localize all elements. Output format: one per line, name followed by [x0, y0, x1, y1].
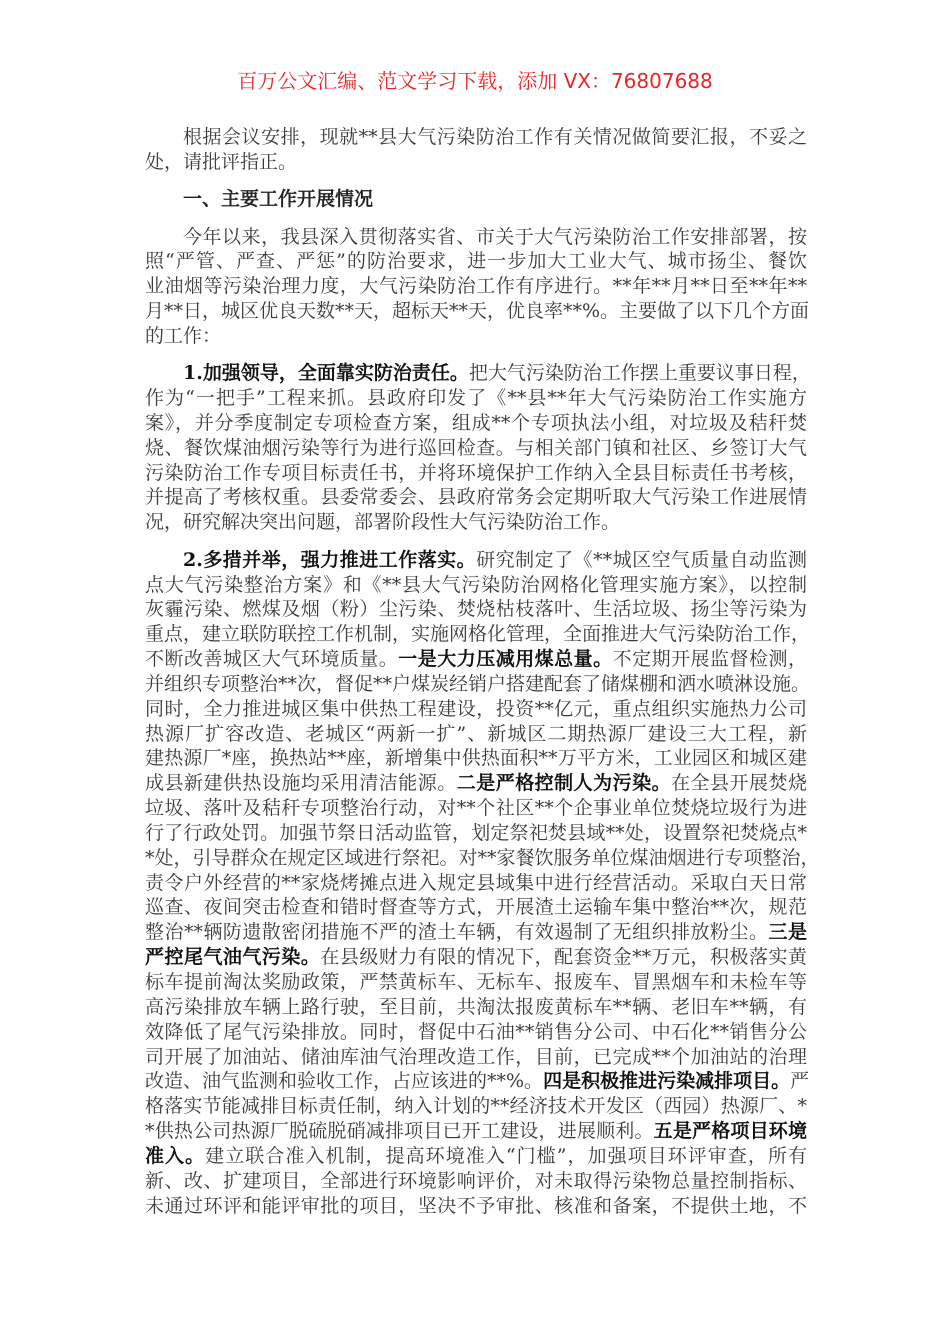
bold-lead-text: 2.多措并举，强力推进工作落实。 [183, 548, 477, 571]
text-line [145, 846, 820, 871]
bold-lead-text: 一是大力压减用煤总量。 [398, 648, 613, 671]
text-segment: 热源厂扩容改造、老城区“两新一扩”、新城区二期热源厂建设三大工程，新 [145, 722, 807, 745]
text-segment: 月**日，城区优良天数**天，超标天**天，优良率**%。主要做了以下几个方面 [145, 300, 810, 323]
text-segment: 并组织专项整治**次，督促**户煤炭经销户搭建配套了储煤棚和洒水喷淋设施。 [145, 672, 811, 695]
text-line [145, 697, 807, 722]
text-segment: 建立联合准入机制，提高环境准入“门槛”，加强项目环评审查，所有 [205, 1144, 807, 1167]
text-line [145, 187, 807, 212]
text-segment: 研究制定了《**城区空气质量自动监测 [476, 548, 807, 571]
text-line [145, 995, 807, 1020]
text-segment: 案》，并分季度制定专项检查方案，组成**个专项执法小组，对垃圾及秸秆焚 [145, 411, 807, 434]
bold-lead-text: 三是 [768, 921, 807, 944]
text-segment: 今年以来，我县深入贯彻落实省、市关于大气污染防治工作安排部署，按 [183, 225, 807, 248]
text-line [145, 249, 807, 274]
text-line [145, 510, 807, 535]
text-line [145, 1020, 807, 1045]
text-segment: 整治**辆防遗散密闭措施不严的渣土车辆，有效遏制了无组织排放粉尘。 [145, 921, 769, 944]
text-line [145, 225, 807, 250]
text-segment: 烧、餐饮煤油烟污染等行为进行巡回检查。与相关部门镇和社区、乡签订大气 [145, 436, 807, 459]
text-line [145, 573, 807, 598]
text-segment: 根据会议安排，现就**县大气污染防治工作有关情况做简要汇报，不妥之 [183, 126, 807, 148]
text-line [145, 299, 810, 324]
text-segment: 在全县开展焚烧 [671, 772, 807, 795]
text-line [145, 1094, 807, 1119]
text-segment: 的工作： [145, 324, 222, 347]
document-body [145, 125, 820, 1231]
text-segment: 格落实节能减排目标责任制，纳入计划的**经济技术开发区（西园）热源厂、* [145, 1095, 807, 1118]
text-segment: 新、改、扩建项目，全部进行环境影响评价，对未取得污染物总量控制指标、 [145, 1169, 807, 1192]
text-line [145, 125, 807, 150]
text-segment: 改造、油气监测和验收工作，占应该进的**%。 [145, 1070, 544, 1093]
text-segment: 巡查、夜间突击检查和错时督查等方式，开展渣土运输车集中整治**次，规范 [145, 896, 807, 919]
text-line [145, 647, 807, 672]
text-segment: 司开展了加油站、储油库油气治理改造工作，目前，已完成**个加油站的治理 [145, 1045, 807, 1068]
text-line [145, 1144, 807, 1169]
text-segment: 一、主要工作开展情况 [183, 188, 374, 211]
text-segment: 并提高了考核权重。县委常委会、县政府常务会定期听取大气污染工作进展情 [145, 486, 807, 509]
text-segment: 灰霾污染、燃煤及烟（粉）尘污染、焚烧枯枝落叶、生活垃圾、扬尘等污染为 [145, 598, 807, 621]
text-segment: 垃圾、落叶及秸秆专项整治行动，对**个社区**个企事业单位焚烧垃圾行为进 [145, 797, 807, 820]
text-segment: 把大气污染防治工作摆上重要议事日程， [468, 362, 811, 385]
text-segment: 成县新建供热设施均采用清洁能源。 [145, 772, 457, 795]
bold-lead-text: 四是积极推进污染减排项目。 [543, 1070, 791, 1093]
text-line [145, 722, 807, 747]
text-segment: 不定期开展监督检测， [612, 648, 807, 671]
watermark-banner: 百万公文汇编、范文学习下载，添加 VX：76807688 [237, 69, 713, 93]
text-segment: 重点，建立联防联控工作机制，实施网格化管理，全面推进大气污染防治工作， [145, 623, 811, 646]
text-line [145, 1045, 807, 1070]
text-segment: 严 [790, 1070, 810, 1093]
text-line [145, 771, 807, 796]
text-segment: 标车提前淘汰奖励政策，严禁黄标车、无标车、报废车、冒黑烟车和未检车等 [145, 971, 807, 993]
text-segment: 未通过环评和能评审批的项目，坚决不予审批、核准和备案，不提供土地，不 [145, 1194, 807, 1217]
text-line [145, 274, 807, 299]
text-segment: 作为“一把手”工程来抓。县政府印发了《**县**年大气污染防治工作实施方 [145, 387, 807, 410]
bold-lead-text: 严控尾气油气污染。 [145, 946, 321, 969]
bold-lead-text: 五是严格项目环境 [653, 1120, 807, 1143]
text-line [145, 485, 807, 510]
text-line [145, 361, 811, 386]
text-line [145, 548, 807, 573]
text-segment: 处，请批评指正。 [145, 150, 298, 173]
text-segment: 行了行政处罚。加强节祭日活动监管，划定祭祀焚县域**处，设置祭祀焚烧点* [145, 821, 807, 844]
text-line [145, 1119, 807, 1144]
text-segment: *供热公司热源厂脱硫脱硝减排项目已开工建设，进展顺利。 [145, 1120, 654, 1143]
bold-lead-text: 二是严格控制人为污染。 [456, 772, 672, 795]
text-line [145, 461, 807, 486]
text-line [145, 871, 807, 896]
bold-lead-text: 1.加强领导，全面靠实防治责任。 [183, 362, 469, 385]
text-line [145, 411, 807, 436]
paragraph [145, 125, 807, 175]
text-line [145, 895, 807, 920]
text-line [145, 672, 811, 697]
text-line [145, 150, 807, 175]
paragraph [145, 225, 810, 349]
text-segment: 建热源厂*座，换热站**座，新增集中供热面积**万平方米，工业园区和城区建 [145, 747, 807, 770]
text-segment: 效降低了尾气污染排放。同时，督促中石油**销售分公司、中石化**销售分公 [145, 1020, 807, 1043]
text-line [145, 597, 807, 622]
text-line [145, 324, 807, 349]
text-segment: 照“严管、严查、严惩”的防治要求，进一步加大工业大气、城市扬尘、餐饮 [145, 250, 807, 273]
text-segment: 污染防治工作专项目标责任书，并将环境保护工作纳入全县目标责任书考核， [145, 461, 807, 484]
text-line [145, 970, 807, 995]
text-line [145, 821, 807, 846]
text-line [145, 945, 807, 970]
text-segment: 况，研究解决突出问题，部署阶段性大气污染防治工作。 [145, 511, 621, 534]
text-segment: 不断改善城区大气环境质量。 [145, 648, 399, 671]
text-segment: *处，引导群众在规定区域进行祭祀。对**家餐饮服务单位煤油烟进行专项整治， [145, 846, 820, 869]
text-line [145, 1169, 807, 1194]
text-line [145, 622, 811, 647]
text-line [145, 1069, 810, 1094]
text-segment: 责令户外经营的**家烧烤摊点进入规定县域集中进行经营活动。采取白天日常 [145, 871, 807, 894]
bold-lead-text: 准入。 [145, 1144, 206, 1167]
section-heading [145, 187, 807, 212]
text-line [145, 436, 807, 461]
paragraph [145, 361, 811, 535]
text-segment: 业油烟等污染治理力度，大气污染防治工作有序进行。**年**月**日至**年** [145, 275, 807, 298]
text-segment: 同时，全力推进城区集中供热工程建设，投资**亿元，重点组织实施热力公司 [145, 697, 807, 720]
text-segment: 点大气污染整治方案》和《**县大气污染防治网格化管理实施方案》，以控制 [145, 573, 807, 596]
text-segment: 在县级财力有限的情况下，配套资金**万元，积极落实黄 [320, 946, 807, 969]
text-line [145, 746, 807, 771]
paragraph [145, 548, 820, 1219]
text-line [145, 920, 807, 945]
text-line [145, 386, 807, 411]
text-line [145, 1194, 807, 1219]
text-line [145, 796, 807, 821]
text-segment: 高污染排放车辆上路行驶，至目前，共淘汰报废黄标车**辆、老旧车**辆，有 [145, 995, 807, 1018]
